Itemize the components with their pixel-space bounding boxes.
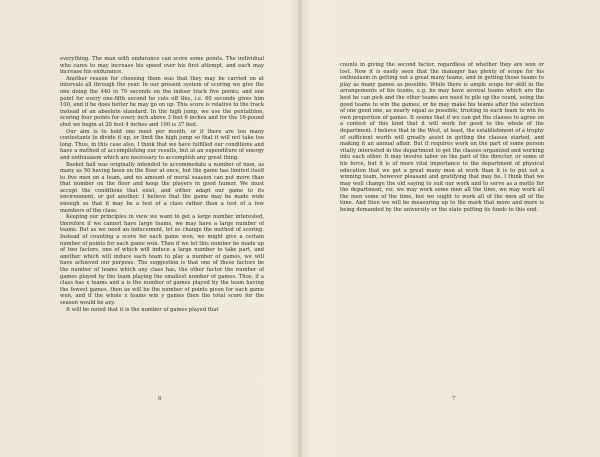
left-page-text bbox=[60, 56, 264, 313]
right-page-text bbox=[340, 62, 544, 214]
left-paragraph: Another reason for choosing them was that they may be carried on at intervals all through the year. In our present system of scoring we give the one doing the 440 in 79 seconds on the indoor track five points; and one point for every one-fifth second he cuts off this, i.e. 60 seconds gives him 100, and if he does better he may go on up. This score is relative to the track instead of an absolute standard. In the high jump, we use the pentathlon, scoring four points for every inch above 3 feet 6 inches and for the 16-pound shot we begin at 20 feet 4 inches and 100 is 37 feet. bbox=[60, 75, 264, 128]
left-page-number: 6 bbox=[158, 396, 162, 402]
left-paragraph: Keeping our principles in view we want to get a large number interested, therefore if we cannot have large teams, we may have a large number of teams. But as we need an inducement, let us change the method of scoring. Instead of counting a score for each game won, we might give a certain number of points for each game won. Then if we let this number be made up of two factors, one of which will induce a large number to take part, and another which will induce each team to play a number of games, we will have achieved our purpose. The suggestion is that one of these factors be the number of teams which any class has, the other factor the number of games played by the team playing the smallest number of games. Thus, if a class has x teams and a is the number of games played by the team having the fewest games, then ax will be the number of points given for each game won, and if the whole x teams win y games then the total score for the season would be axy. bbox=[60, 214, 264, 306]
left-paragraph: It will be noted that it is the number of games played that bbox=[66, 306, 219, 313]
right-page-number: 7 bbox=[452, 396, 456, 402]
left-paragraph: Basket ball was originally intended to accommodate a number of men, as many as 50 having been on the floor at once, but the game has limited itself to five men on a team, and no amount of moral suasion can put more than that number on the floor and keep the players in good humor. We must accept the conditions that exist, and either adapt our game to its environment, or get another. I believe that the game may be made wide enough so that it may be a test of a class rather than a test of a few members of the class. bbox=[60, 161, 264, 214]
left-paragraph: everything. The man with endurance can score some points. The individual who cares to may increase his speed over his first attempt, and each may increase his endurance. bbox=[60, 56, 264, 76]
right-page bbox=[300, 0, 600, 457]
left-paragraph: Our aim is to hold one meet per month, or if there are too many contestants to divide it up, or limit the high jump so that it will not take too long. Thus, in this case also, I think that we have fulfilled our conditions and have a method of accomplishing our results, but at an expenditure of energy and enthusiasm which are necessary to accomplish any great thing. bbox=[60, 128, 264, 161]
right-paragraph: counts in giving the second factor, regardless of whether they are won or lost. Now it is easily seen that the manager has plenty of scope for his enthusiasm in getting out a great many teams, and in getting those teams to play as many games as possible. While there is ample scope for skill in the arrangements of his teams, e.g. he may have several teams which are the best he can pick and the other teams are need to pile up the count, using the good teams to win the games; or he may make his teams after the selection of one good one, as nearly equal as possible, trusting to each team to win its own proportion of games. It seems that if we can get the classes to agree on a contest of this kind that it will work for good to the whole of the department. I believe that in the West, at least, the establishment of a trophy of sufficient worth will greatly assist in getting the classes started, and making it an annual affair. But it requires work on the part of some person vitally interested in the department to get the classes organized and working into each other. It may involve labor on the part of the director, or some of his force, but it is of more vital importance to the department of physical education that we get a great many men at work than it is to put out a winning team, however pleasant and gratifying that may be. I think that we may well change the old saying to suit our work and to serve as a motto for the department, viz. we may work some men all the time, we may work all the men some of the time, but we ought to work all of the men all of the time. And then we will be measuring up to the mark that more and more is being demanded by the university or the state putting its funds to this end. bbox=[340, 62, 544, 214]
